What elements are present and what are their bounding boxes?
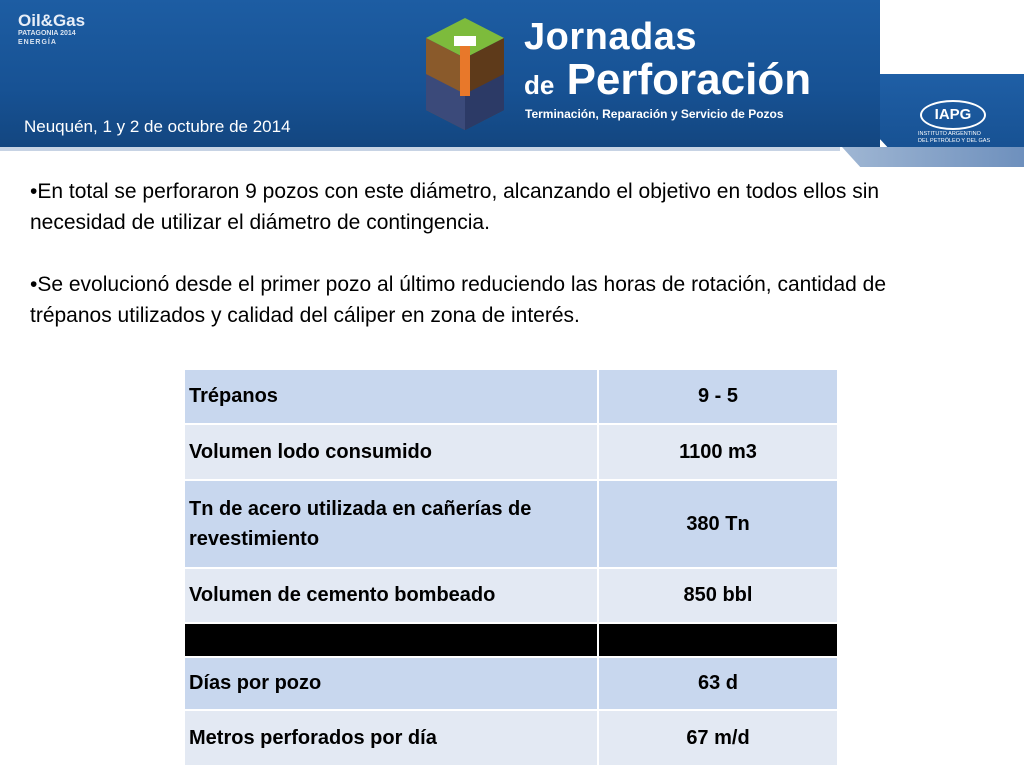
table-row-divider: [184, 623, 838, 657]
oil-gas-patagonia-logo: [18, 12, 88, 58]
table-row: [184, 568, 838, 623]
table-row: [184, 424, 838, 480]
row-value: 1100 m3: [598, 424, 838, 480]
title-line-2: [524, 55, 812, 104]
row-label: Trépanos: [184, 369, 598, 424]
bullet-list: [30, 176, 970, 362]
bullet-item: •Se evolucionó desde el primer pozo al último reduciendo las horas de rotación, cantidad de trépanos utilizados y calidad del cáliper en zona de interés.: [30, 273, 887, 327]
event-logo-title: Oil&Gas: [18, 11, 86, 30]
event-logo-energia: ENERGÍA: [18, 39, 57, 46]
banner-stripe: [0, 147, 840, 151]
row-value: 9 - 5: [598, 369, 838, 424]
bullet-item: •En total se perforaron 9 pozos con este diámetro, alcanzando el objetivo en todos ellos sin necesidad de utilizar el diámetro de contingencia.: [30, 180, 880, 234]
title-line-1: Jornadas: [524, 16, 697, 58]
row-value: 67 m/d: [598, 710, 838, 766]
iapg-stripe: [842, 147, 1024, 167]
jornadas-cube-logo-icon: [424, 14, 506, 132]
table-row: [184, 657, 838, 710]
row-label: Metros perforados por día: [184, 710, 598, 766]
table-row: [184, 480, 838, 568]
row-label: Volumen lodo consumido: [184, 424, 598, 480]
row-label: Días por pozo: [184, 657, 598, 710]
event-subtitle: Terminación, Reparación y Servicio de Pozos: [525, 107, 784, 121]
org-name-line-1: INSTITUTO ARGENTINO: [918, 131, 981, 137]
org-name-line-2: DEL PETRÓLEO Y DEL GAS: [918, 138, 991, 144]
event-logo-subtitle: PATAGONIA 2014: [18, 30, 76, 37]
row-value: 380 Tn: [598, 480, 838, 568]
event-title: [524, 18, 811, 102]
row-label: Tn de acero utilizada en cañerías de revestimiento: [184, 480, 598, 568]
iapg-logo-icon: IAPG: [920, 100, 986, 130]
row-value: 850 bbl: [598, 568, 838, 623]
row-value: [598, 623, 838, 657]
title-prefix: de: [524, 70, 555, 100]
date-location: Neuquén, 1 y 2 de octubre de 2014: [24, 117, 291, 136]
header-banner: [0, 0, 880, 147]
table-row: [184, 710, 838, 766]
row-label: [184, 623, 598, 657]
title-main-word: Perforación: [566, 55, 812, 104]
row-label: Volumen de cemento bombeado: [184, 568, 598, 623]
iapg-org-name: [918, 131, 990, 145]
row-value: 63 d: [598, 657, 838, 710]
table-row: [184, 369, 838, 424]
results-table: [183, 368, 839, 767]
